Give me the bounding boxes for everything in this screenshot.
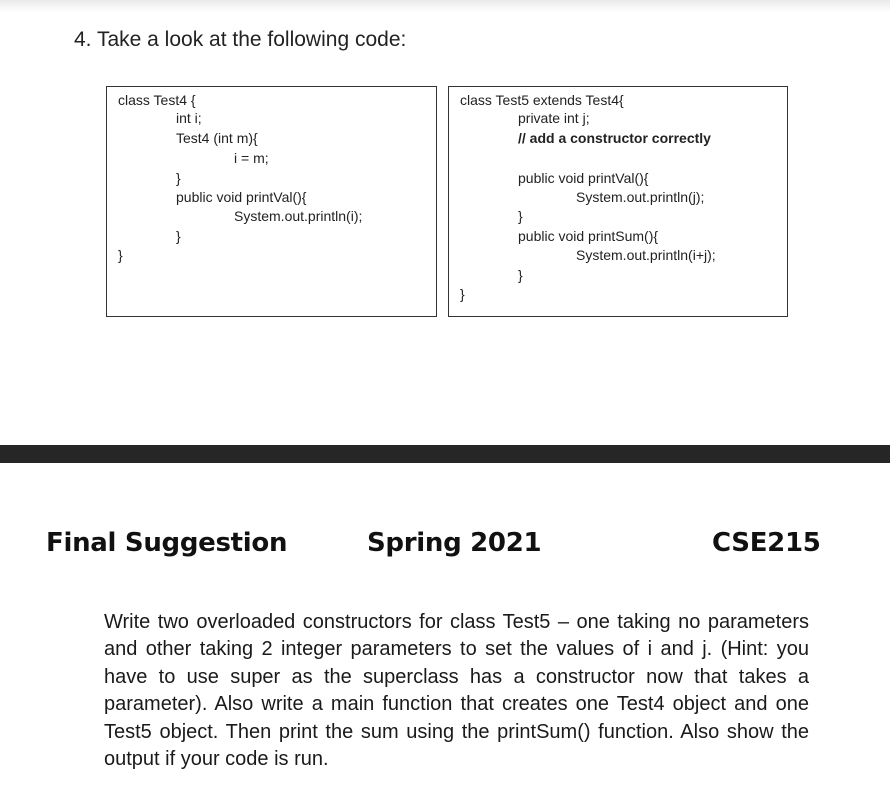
code-line: class Test4 { xyxy=(118,92,196,108)
code-line: } xyxy=(118,247,123,263)
doc-course-code: CSE215 xyxy=(712,528,821,558)
page-top-shadow xyxy=(0,0,890,12)
code-line: } xyxy=(460,286,465,302)
code-line: public void printVal(){ xyxy=(518,170,649,186)
code-line: class Test5 extends Test4{ xyxy=(460,92,624,108)
code-line: } xyxy=(176,170,181,186)
code-line: Test4 (int m){ xyxy=(176,130,258,146)
code-box-test5 xyxy=(448,86,788,317)
code-line: } xyxy=(518,208,523,224)
code-line: public void printSum(){ xyxy=(518,228,659,244)
doc-term: Spring 2021 xyxy=(367,528,542,558)
code-line: int i; xyxy=(176,110,202,126)
code-line: System.out.println(i+j); xyxy=(576,247,716,263)
code-line: System.out.println(i); xyxy=(234,208,363,224)
code-box-test4 xyxy=(106,86,437,317)
code-line: } xyxy=(176,228,181,244)
code-line: private int j; xyxy=(518,110,590,126)
code-line: } xyxy=(518,267,523,283)
question-heading: 4. Take a look at the following code: xyxy=(74,28,407,51)
code-line: System.out.println(j); xyxy=(576,189,705,205)
code-line: public void printVal(){ xyxy=(176,189,307,205)
doc-title: Final Suggestion xyxy=(46,528,288,558)
instructions-paragraph: Write two overloaded constructors for class Test5 – one taking no parameters and other taking 2 integer parameters to set the values of i and j. (Hint: you have to use super as the superclass has a constructor now that takes a parameter). Also write a main function that creates one Test4 object and one Test5 object. Then print the sum using the printSum() function. Also show the output if your code is run. xyxy=(104,611,809,771)
page-divider xyxy=(0,445,890,463)
code-line: i = m; xyxy=(234,150,269,166)
code-comment: // add a constructor correctly xyxy=(518,130,711,146)
